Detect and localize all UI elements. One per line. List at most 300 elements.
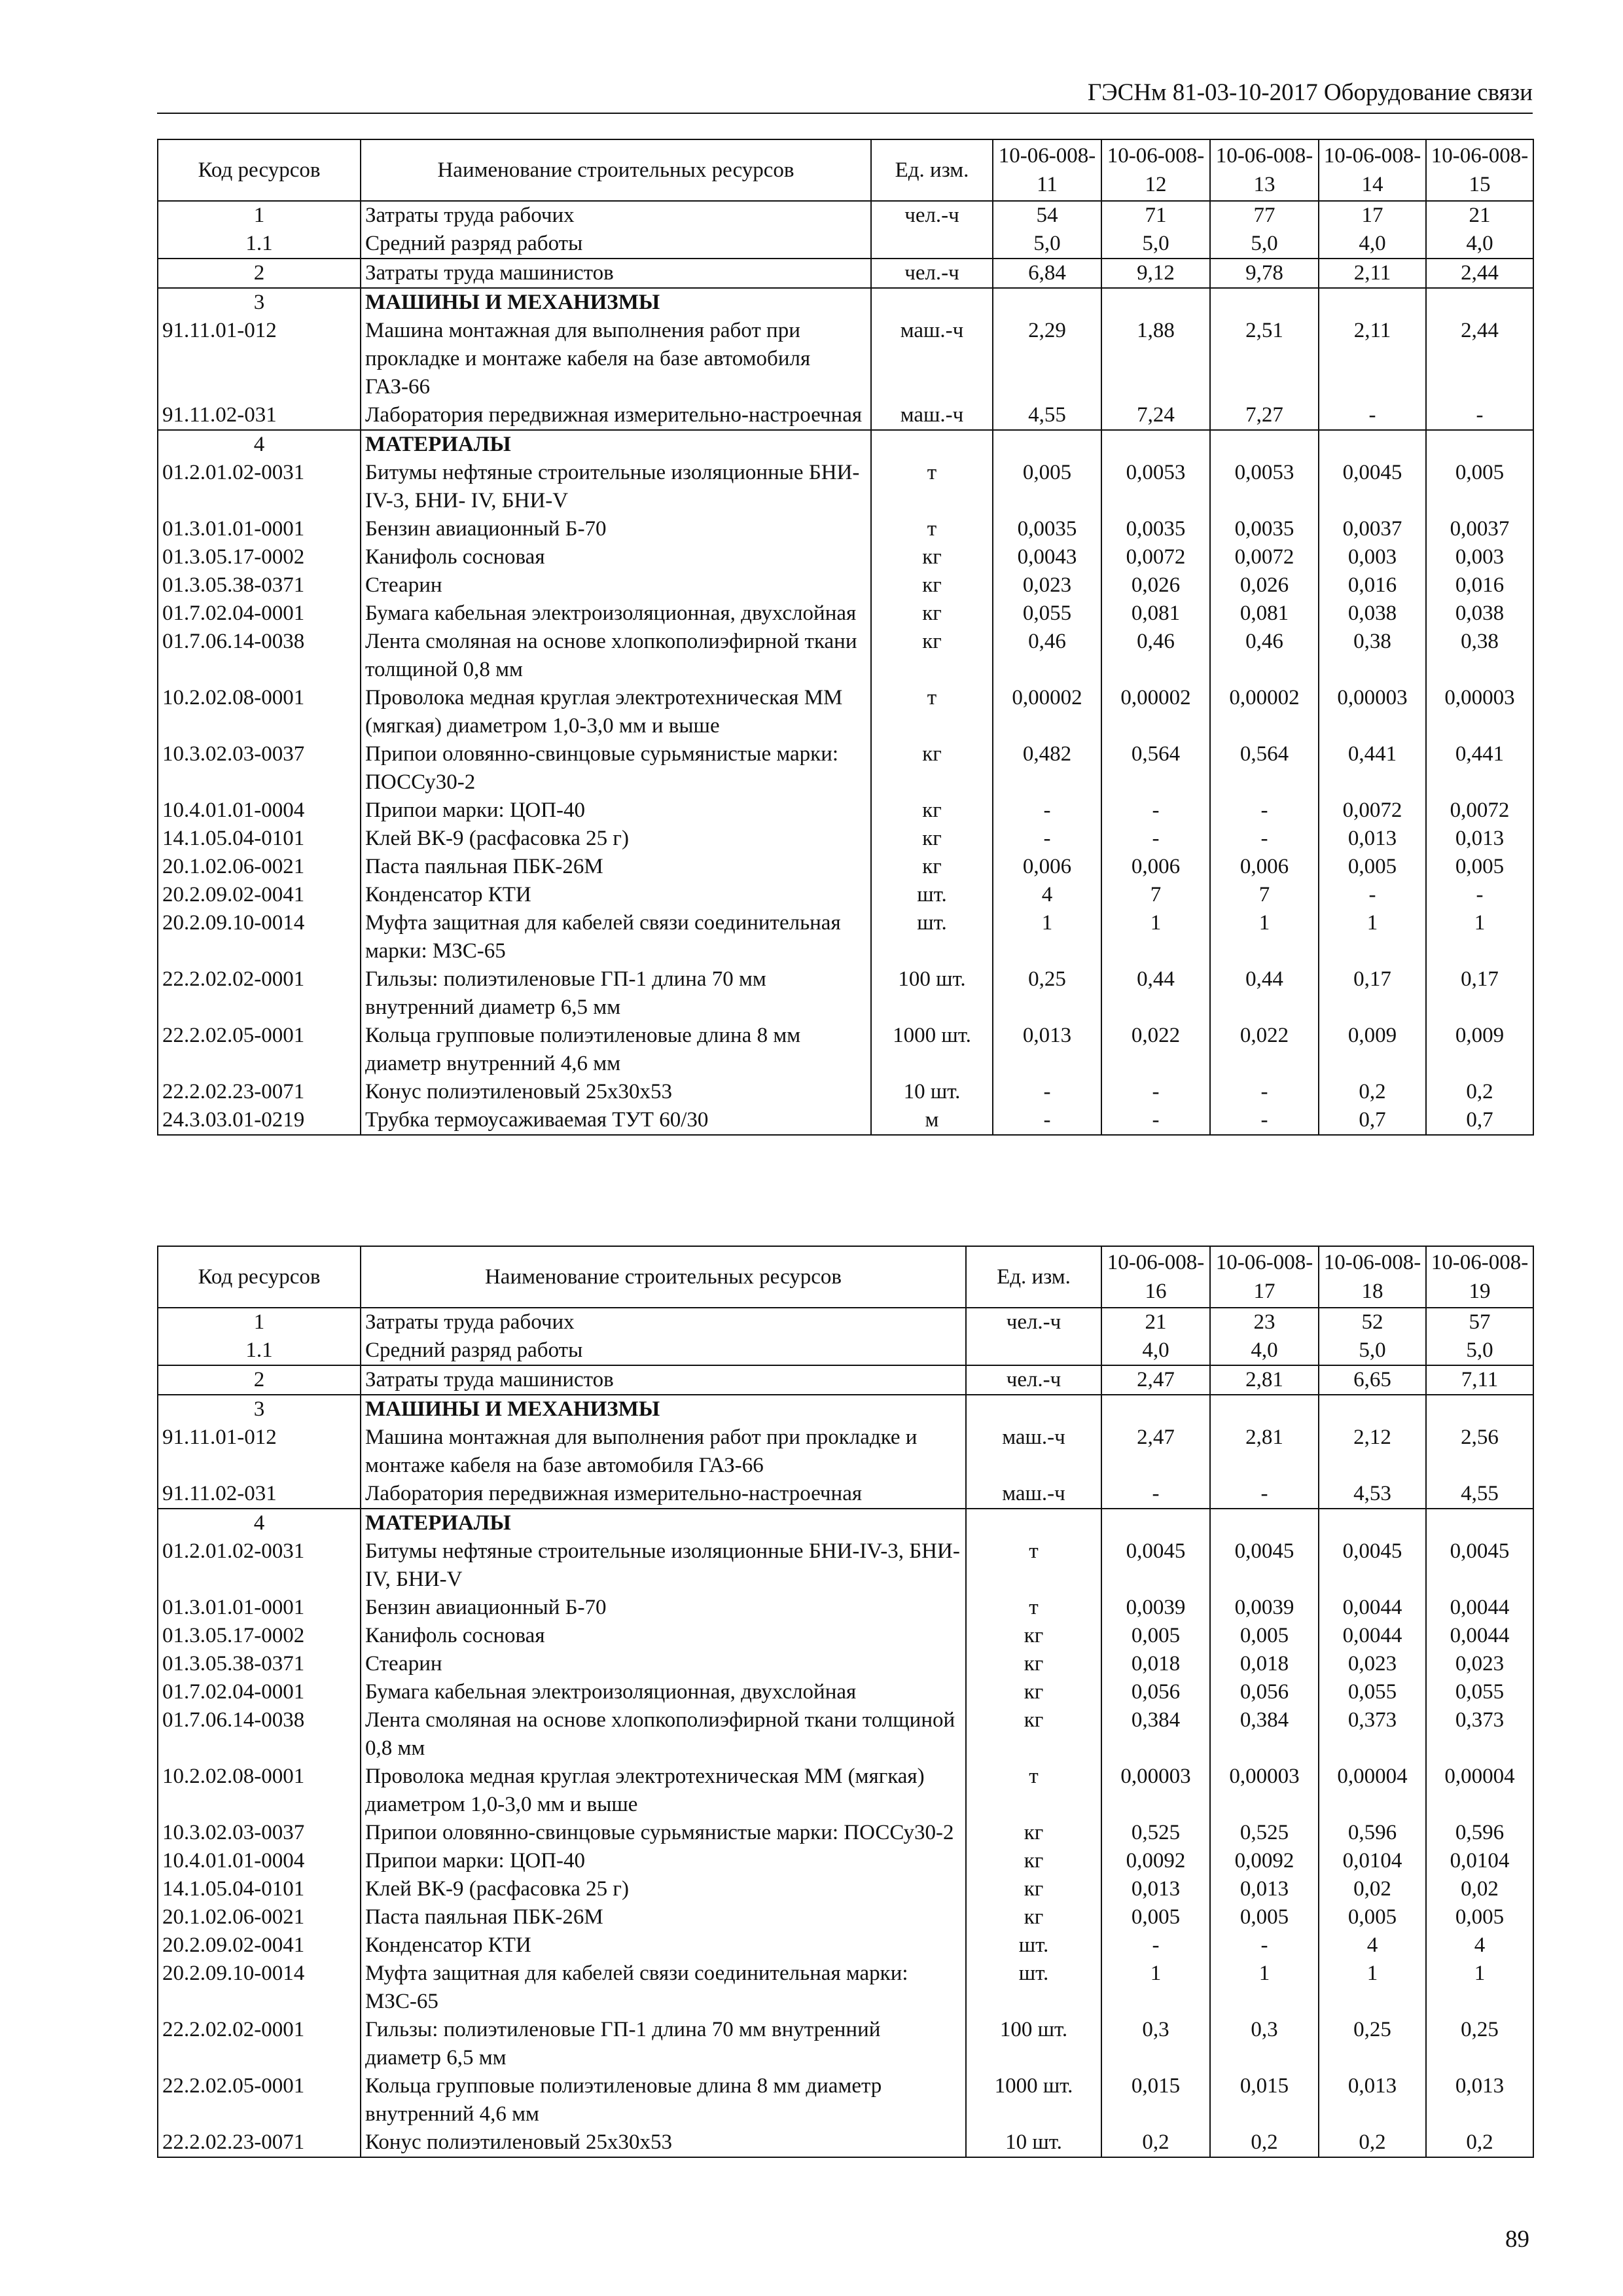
resource-unit: 10 шт. [871, 1078, 993, 1106]
table-row [158, 259, 1533, 288]
resource-name: Лаборатория передвижная измерительно-настроечная [361, 1480, 966, 1509]
resource-value: - [1210, 797, 1319, 825]
resource-value: 0,0072 [1101, 543, 1210, 571]
resource-value: - [1101, 1078, 1210, 1106]
table-row [158, 1308, 1533, 1336]
table-row [158, 1903, 1533, 1931]
resource-code: 20.2.09.02-0041 [158, 881, 361, 909]
page-number: 89 [1505, 2226, 1529, 2253]
resource-unit: маш.-ч [966, 1480, 1101, 1509]
resource-name: Средний разряд работы [361, 230, 871, 259]
resource-value: 2,47 [1101, 1424, 1210, 1480]
resource-value: 0,018 [1101, 1650, 1210, 1678]
resource-value [1319, 430, 1426, 459]
resource-value: 0,00003 [1319, 684, 1426, 740]
resource-value: 0,38 [1426, 628, 1533, 684]
table-header-row [158, 139, 1533, 201]
resource-value: 0,006 [993, 853, 1101, 881]
table-row [158, 401, 1533, 430]
resource-value: 77 [1210, 201, 1319, 230]
resource-value: 0,038 [1319, 600, 1426, 628]
resource-name: Припои марки: ЦОП-40 [361, 1847, 966, 1875]
resource-unit: т [966, 1594, 1101, 1622]
resource-unit: кг [871, 740, 993, 797]
resource-value: 21 [1101, 1308, 1210, 1336]
resource-unit [871, 288, 993, 317]
resource-value: 0,013 [1319, 825, 1426, 853]
resource-value: 2,44 [1426, 259, 1533, 288]
header-norm-code: 10-06-008-16 [1101, 1246, 1210, 1308]
resource-unit: маш.-ч [966, 1424, 1101, 1480]
resource-value: 0,0045 [1319, 459, 1426, 515]
table-row [158, 1763, 1533, 1819]
resource-value: 0,016 [1426, 571, 1533, 600]
resource-value: 0,46 [993, 628, 1101, 684]
resource-value: 0,2 [1210, 2128, 1319, 2157]
resource-value: 5,0 [993, 230, 1101, 259]
resource-value: 0,0044 [1319, 1594, 1426, 1622]
resource-value [1210, 1395, 1319, 1424]
resource-name: Затраты труда машинистов [361, 1365, 966, 1395]
resource-value: 0,081 [1101, 600, 1210, 628]
resource-value: 0,564 [1101, 740, 1210, 797]
resource-unit: т [966, 1763, 1101, 1819]
table-row [158, 1847, 1533, 1875]
resource-value: - [993, 1106, 1101, 1135]
resource-code: 1 [158, 1308, 361, 1336]
resource-value: - [1319, 401, 1426, 430]
resource-value: 0,17 [1319, 965, 1426, 1022]
resource-value: 0,25 [993, 965, 1101, 1022]
document-header [157, 73, 1533, 114]
table-row [158, 2128, 1533, 2157]
resource-value: 0,0043 [993, 543, 1101, 571]
resource-value: 0,0035 [1101, 515, 1210, 543]
table-row [158, 1706, 1533, 1763]
resource-value: 6,65 [1319, 1365, 1426, 1395]
resource-value: 5,0 [1319, 1336, 1426, 1365]
resource-value: 0,005 [1101, 1622, 1210, 1650]
table-row [158, 1509, 1533, 1537]
resource-value: 4,55 [993, 401, 1101, 430]
resource-name: МАШИНЫ И МЕХАНИЗМЫ [361, 288, 871, 317]
resource-value: 0,373 [1319, 1706, 1426, 1763]
resource-value: 0,44 [1101, 965, 1210, 1022]
resource-name: Битумы нефтяные строительные изоляционные БНИ-IV-3, БНИ- IV, БНИ-V [361, 1537, 966, 1594]
resource-value: 0,384 [1210, 1706, 1319, 1763]
resource-name: Паста паяльная ПБК-26М [361, 1903, 966, 1931]
resource-code: 01.3.05.17-0002 [158, 543, 361, 571]
resource-value [1319, 1395, 1426, 1424]
resource-value: 0,46 [1101, 628, 1210, 684]
resource-value: - [1210, 1480, 1319, 1509]
resource-name: Канифоль сосновая [361, 1622, 966, 1650]
table-row [158, 909, 1533, 965]
resource-unit [966, 1509, 1101, 1537]
resource-value: 0,0072 [1319, 797, 1426, 825]
resource-unit: кг [966, 1903, 1101, 1931]
resource-value: 0,525 [1210, 1819, 1319, 1847]
table-header-row [158, 1246, 1533, 1308]
resource-value [1426, 1395, 1533, 1424]
resource-value: 1 [993, 909, 1101, 965]
table-row [158, 684, 1533, 740]
resource-unit: т [966, 1537, 1101, 1594]
resource-code: 24.3.03.01-0219 [158, 1106, 361, 1135]
resource-value [1319, 1509, 1426, 1537]
resource-unit: шт. [966, 1931, 1101, 1960]
table-row [158, 1931, 1533, 1960]
header-norm-code: 10-06-008-12 [1101, 139, 1210, 201]
resource-value: 0,2 [1319, 2128, 1426, 2157]
resource-name: Бензин авиационный Б-70 [361, 515, 871, 543]
resource-value: 0,015 [1210, 2072, 1319, 2128]
resource-value: 0,384 [1101, 1706, 1210, 1763]
resource-code: 22.2.02.23-0071 [158, 2128, 361, 2157]
resource-unit: кг [966, 1847, 1101, 1875]
resource-value: 7 [1210, 881, 1319, 909]
resource-value [1426, 288, 1533, 317]
resource-value: 0,7 [1426, 1106, 1533, 1135]
resource-value: 0,038 [1426, 600, 1533, 628]
resource-value: 0,005 [1426, 459, 1533, 515]
resource-value: 1 [1319, 909, 1426, 965]
resource-value: - [1426, 401, 1533, 430]
header-norm-code: 10-06-008-15 [1426, 139, 1533, 201]
resource-value: 0,2 [1101, 2128, 1210, 2157]
resource-value: 4,0 [1101, 1336, 1210, 1365]
resource-value: - [993, 1078, 1101, 1106]
header-unit: Ед. изм. [966, 1246, 1101, 1308]
resource-name: Канифоль сосновая [361, 543, 871, 571]
resource-value [1210, 1509, 1319, 1537]
resource-value: - [1101, 1480, 1210, 1509]
resource-value: 4,0 [1210, 1336, 1319, 1365]
table-row [158, 1106, 1533, 1135]
resource-value: 2,12 [1319, 1424, 1426, 1480]
resource-value: 7,27 [1210, 401, 1319, 430]
table-row [158, 740, 1533, 797]
table-row [158, 1537, 1533, 1594]
resource-code: 01.7.06.14-0038 [158, 628, 361, 684]
resource-unit: шт. [871, 881, 993, 909]
resource-value: 0,015 [1101, 2072, 1210, 2128]
resource-name: Припои оловянно-свинцовые сурьмянистые марки: ПОССу30-2 [361, 740, 871, 797]
resource-value: 0,0037 [1319, 515, 1426, 543]
resource-value [1426, 1509, 1533, 1537]
resource-name: Лаборатория передвижная измерительно-настроечная [361, 401, 871, 430]
resource-code: 20.2.09.02-0041 [158, 1931, 361, 1960]
resource-unit: чел.-ч [871, 201, 993, 230]
table-row [158, 230, 1533, 259]
header-norm-code: 10-06-008-19 [1426, 1246, 1533, 1308]
resource-value: 4 [1319, 1931, 1426, 1960]
resource-unit: чел.-ч [871, 259, 993, 288]
resource-value: 1 [1101, 909, 1210, 965]
resource-code: 4 [158, 1509, 361, 1537]
resource-value: 2,47 [1101, 1365, 1210, 1395]
header-name: Наименование строительных ресурсов [361, 1246, 966, 1308]
resource-code: 3 [158, 288, 361, 317]
resource-unit: 1000 шт. [966, 2072, 1101, 2128]
resource-value: 4,0 [1426, 230, 1533, 259]
resource-value: 0,018 [1210, 1650, 1319, 1678]
table-row [158, 965, 1533, 1022]
resource-code: 10.2.02.08-0001 [158, 684, 361, 740]
resource-value: 0,0035 [1210, 515, 1319, 543]
resource-value: - [993, 797, 1101, 825]
resource-value: 9,12 [1101, 259, 1210, 288]
resource-value: 0,0039 [1210, 1594, 1319, 1622]
table-row [158, 1365, 1533, 1395]
resource-code: 01.2.01.02-0031 [158, 459, 361, 515]
resource-value: 0,016 [1319, 571, 1426, 600]
resource-name: Лента смоляная на основе хлопкополиэфирной ткани толщиной 0,8 мм [361, 628, 871, 684]
header-norm-code: 10-06-008-11 [993, 139, 1101, 201]
resource-value: 23 [1210, 1308, 1319, 1336]
resource-value: 0,056 [1210, 1678, 1319, 1706]
resource-name: МАШИНЫ И МЕХАНИЗМЫ [361, 1395, 966, 1424]
table-row [158, 1650, 1533, 1678]
resource-value: 2,56 [1426, 1424, 1533, 1480]
resource-value: 0,00004 [1319, 1763, 1426, 1819]
resource-value: 0,005 [1101, 1903, 1210, 1931]
table-row [158, 1819, 1533, 1847]
resource-value: 17 [1319, 201, 1426, 230]
resource-value: 2,11 [1319, 259, 1426, 288]
resource-value: - [1101, 1106, 1210, 1135]
resource-name: Муфта защитная для кабелей связи соединительная марки: МЗС-65 [361, 909, 871, 965]
resource-value: 0,564 [1210, 740, 1319, 797]
resource-name: Конденсатор КТИ [361, 881, 871, 909]
resource-value: - [1210, 1106, 1319, 1135]
resource-value: 0,596 [1319, 1819, 1426, 1847]
resource-value: 0,00003 [1210, 1763, 1319, 1819]
resource-unit: кг [966, 1622, 1101, 1650]
resource-code: 01.3.05.38-0371 [158, 571, 361, 600]
resource-value: 1 [1426, 909, 1533, 965]
resource-value: 1 [1210, 1960, 1319, 2016]
resource-code: 20.2.09.10-0014 [158, 1960, 361, 2016]
resource-code: 20.2.09.10-0014 [158, 909, 361, 965]
resource-code: 01.7.06.14-0038 [158, 1706, 361, 1763]
resource-unit: 10 шт. [966, 2128, 1101, 2157]
resource-value: 0,7 [1319, 1106, 1426, 1135]
resource-value: 0,005 [1210, 1622, 1319, 1650]
resource-value: 0,026 [1210, 571, 1319, 600]
table-row [158, 1594, 1533, 1622]
resource-name: Битумы нефтяные строительные изоляционные БНИ-IV-3, БНИ- IV, БНИ-V [361, 459, 871, 515]
resource-value: - [1426, 881, 1533, 909]
resource-value: 2,11 [1319, 317, 1426, 401]
resource-value: 0,005 [993, 459, 1101, 515]
resource-unit: кг [966, 1650, 1101, 1678]
resource-name: Машина монтажная для выполнения работ при прокладке и монтаже кабеля на базе автомобиля ГАЗ-66 [361, 317, 871, 401]
resource-value: 0,00003 [1426, 684, 1533, 740]
resource-table-2 [157, 1246, 1534, 2158]
resource-value: 2,44 [1426, 317, 1533, 401]
resource-unit: м [871, 1106, 993, 1135]
resource-name: Кольца групповые полиэтиленовые длина 8 мм диаметр внутренний 4,6 мм [361, 1022, 871, 1078]
resource-value: 7,11 [1426, 1365, 1533, 1395]
resource-unit: кг [871, 600, 993, 628]
resource-value: 0,00002 [1210, 684, 1319, 740]
table-row [158, 1395, 1533, 1424]
resource-code: 10.3.02.03-0037 [158, 740, 361, 797]
resource-value: 0,022 [1210, 1022, 1319, 1078]
resource-value: 52 [1319, 1308, 1426, 1336]
resource-value: 0,0092 [1101, 1847, 1210, 1875]
resource-value: 1 [1210, 909, 1319, 965]
resource-value: 4,0 [1319, 230, 1426, 259]
resource-value: 7 [1101, 881, 1210, 909]
resource-code: 10.4.01.01-0004 [158, 797, 361, 825]
resource-unit: кг [871, 825, 993, 853]
resource-value: 1,88 [1101, 317, 1210, 401]
resource-value: 0,013 [1210, 1875, 1319, 1903]
resource-name: Бензин авиационный Б-70 [361, 1594, 966, 1622]
resource-unit: кг [871, 628, 993, 684]
resource-value: 0,055 [1426, 1678, 1533, 1706]
resource-name: Затраты труда рабочих [361, 1308, 966, 1336]
resource-table-1 [157, 139, 1534, 1136]
resource-value: 0,44 [1210, 965, 1319, 1022]
resource-value: 0,003 [1426, 543, 1533, 571]
resource-unit [966, 1395, 1101, 1424]
resource-value: 0,373 [1426, 1706, 1533, 1763]
resource-value: 4,53 [1319, 1480, 1426, 1509]
table-row [158, 201, 1533, 230]
resource-name: Припои оловянно-свинцовые сурьмянистые марки: ПОССу30-2 [361, 1819, 966, 1847]
resource-value: - [1210, 1931, 1319, 1960]
resource-value [1210, 430, 1319, 459]
resource-code: 22.2.02.02-0001 [158, 965, 361, 1022]
resource-value [1319, 288, 1426, 317]
resource-code: 01.3.01.01-0001 [158, 1594, 361, 1622]
resource-value: 5,0 [1210, 230, 1319, 259]
resource-name: Гильзы: полиэтиленовые ГП-1 длина 70 мм внутренний диаметр 6,5 мм [361, 2016, 966, 2072]
table-row [158, 1424, 1533, 1480]
resource-value: 4 [993, 881, 1101, 909]
resource-code: 10.4.01.01-0004 [158, 1847, 361, 1875]
resource-unit: шт. [871, 909, 993, 965]
resource-name: Затраты труда рабочих [361, 201, 871, 230]
resource-code: 91.11.02-031 [158, 1480, 361, 1509]
table-row [158, 317, 1533, 401]
resource-name: Кольца групповые полиэтиленовые длина 8 мм диаметр внутренний 4,6 мм [361, 2072, 966, 2128]
table-row [158, 600, 1533, 628]
resource-value: 0,0039 [1101, 1594, 1210, 1622]
resource-unit: кг [966, 1875, 1101, 1903]
resource-value: 0,081 [1210, 600, 1319, 628]
resource-name: Проволока медная круглая электротехническая ММ (мягкая) диаметром 1,0-3,0 мм и выше [361, 1763, 966, 1819]
resource-value: 7,24 [1101, 401, 1210, 430]
resource-value: 1 [1101, 1960, 1210, 2016]
resource-value: 0,0092 [1210, 1847, 1319, 1875]
resource-value: 0,0044 [1319, 1622, 1426, 1650]
resource-value: - [993, 825, 1101, 853]
table-row [158, 1078, 1533, 1106]
resource-name: Бумага кабельная электроизоляционная, двухслойная [361, 600, 871, 628]
table-row [158, 459, 1533, 515]
resource-code: 10.2.02.08-0001 [158, 1763, 361, 1819]
resource-code: 91.11.02-031 [158, 401, 361, 430]
resource-value: 0,006 [1210, 853, 1319, 881]
resource-name: Гильзы: полиэтиленовые ГП-1 длина 70 мм внутренний диаметр 6,5 мм [361, 965, 871, 1022]
resource-value: 2,81 [1210, 1365, 1319, 1395]
table-row [158, 825, 1533, 853]
resource-value: 1 [1319, 1960, 1426, 2016]
resource-value: 54 [993, 201, 1101, 230]
resource-value [993, 430, 1101, 459]
resource-code: 22.2.02.05-0001 [158, 2072, 361, 2128]
resource-code: 01.2.01.02-0031 [158, 1537, 361, 1594]
resource-value: 0,2 [1319, 1078, 1426, 1106]
resource-value: 0,009 [1319, 1022, 1426, 1078]
resource-code: 1 [158, 201, 361, 230]
resource-value: 0,0072 [1210, 543, 1319, 571]
resource-name: Бумага кабельная электроизоляционная, двухслойная [361, 1678, 966, 1706]
resource-value: 0,482 [993, 740, 1101, 797]
resource-value: 0,0045 [1101, 1537, 1210, 1594]
table-row [158, 571, 1533, 600]
resource-value: - [1210, 825, 1319, 853]
resource-code: 01.3.05.38-0371 [158, 1650, 361, 1678]
resource-unit: 100 шт. [966, 2016, 1101, 2072]
resource-unit: кг [871, 543, 993, 571]
resource-unit [871, 230, 993, 259]
resource-value: - [1319, 881, 1426, 909]
resource-unit: кг [871, 797, 993, 825]
table-row [158, 853, 1533, 881]
resource-value: 0,013 [1101, 1875, 1210, 1903]
table-row [158, 1480, 1533, 1509]
resource-value: 0,00004 [1426, 1763, 1533, 1819]
resource-unit: т [871, 515, 993, 543]
resource-value: 0,441 [1426, 740, 1533, 797]
resource-value: 0,3 [1101, 2016, 1210, 2072]
resource-value: 0,2 [1426, 1078, 1533, 1106]
resource-value: 0,023 [1319, 1650, 1426, 1678]
resource-value: 0,00002 [993, 684, 1101, 740]
resource-name: Затраты труда машинистов [361, 259, 871, 288]
table-row [158, 515, 1533, 543]
resource-name: Трубка термоусаживаемая ТУТ 60/30 [361, 1106, 871, 1135]
resource-unit: маш.-ч [871, 317, 993, 401]
header-name: Наименование строительных ресурсов [361, 139, 871, 201]
header-code: Код ресурсов [158, 139, 361, 201]
resource-value: 0,0045 [1426, 1537, 1533, 1594]
resource-value: 0,0045 [1319, 1537, 1426, 1594]
resource-value: 0,3 [1210, 2016, 1319, 2072]
header-norm-code: 10-06-008-14 [1319, 139, 1426, 201]
resource-value: - [1101, 1931, 1210, 1960]
resource-unit: чел.-ч [966, 1308, 1101, 1336]
resource-value: 0,0104 [1319, 1847, 1426, 1875]
resource-name: Конус полиэтиленовый 25х30х53 [361, 2128, 966, 2157]
resource-name: Стеарин [361, 571, 871, 600]
table-row [158, 1022, 1533, 1078]
resource-name: Конденсатор КТИ [361, 1931, 966, 1960]
table-row [158, 1336, 1533, 1365]
resource-value: 0,0104 [1426, 1847, 1533, 1875]
resource-name: Конус полиэтиленовый 25х30х53 [361, 1078, 871, 1106]
resource-value: 0,013 [1319, 2072, 1426, 2128]
resource-name: Средний разряд работы [361, 1336, 966, 1365]
resource-code: 91.11.01-012 [158, 1424, 361, 1480]
resource-value: 0,441 [1319, 740, 1426, 797]
resource-name: Клей ВК-9 (расфасовка 25 г) [361, 825, 871, 853]
